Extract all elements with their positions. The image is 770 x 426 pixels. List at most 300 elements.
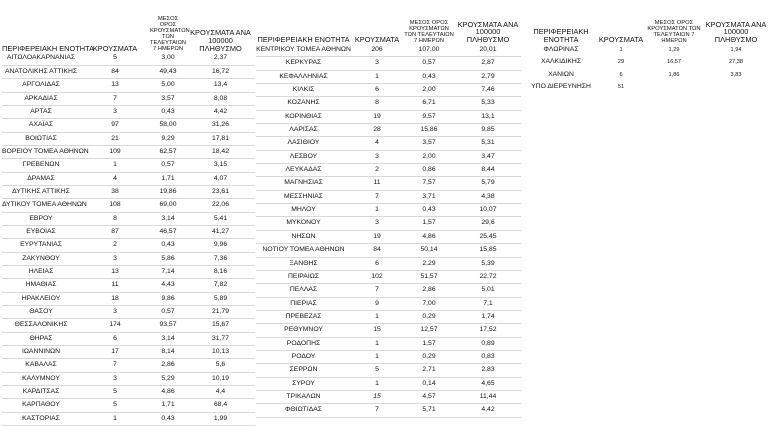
region-cell: ΣΥΡΟΥ (292, 379, 315, 387)
avg7-cell: 0,57 (161, 308, 175, 315)
avg7-cell: 7,14 (161, 267, 175, 275)
table-row (256, 257, 521, 270)
rate-cell: 15,67 (211, 321, 229, 329)
header-avg7: ΜΕΣΟΣ ΟΡΟΣ ΚΡΟΥΣΜΑΤΩΝ ΤΩΝ ΤΕΛΕΥΤΑΙΩΝ 7 ΗΜΕΡΩΝ (150, 16, 190, 53)
cases-cell: 1 (375, 352, 379, 360)
rate-cell: 9,96 (213, 241, 228, 249)
avg7-cell: 0,43 (161, 241, 175, 249)
region-cell: ΛΑΡΙΣΑΣ (289, 126, 318, 134)
table-row (256, 150, 521, 163)
table-row (2, 332, 255, 345)
cases-cell: 5 (375, 366, 379, 374)
regional-cases-table-2 (256, 16, 521, 418)
table-row (256, 377, 521, 390)
table-row (2, 159, 255, 172)
region-cell: ΛΕΣΒΟΥ (289, 152, 318, 160)
rate-cell: 10,13 (211, 348, 229, 356)
rate-cell: 2,83 (481, 366, 495, 374)
table-row (256, 390, 521, 403)
rate-cell: 4,42 (481, 406, 495, 414)
table-row (256, 97, 521, 110)
rate-cell: 8,16 (213, 267, 228, 275)
avg7-cell: 7,00 (422, 299, 436, 307)
rate-cell: 20,01 (479, 46, 497, 53)
table-row (2, 105, 255, 118)
table-row (2, 172, 255, 185)
rate-cell: 4,65 (481, 379, 495, 387)
region-cell: ΠΕΙΡΑΙΩΣ (287, 272, 320, 280)
table-row (2, 399, 255, 412)
rate-cell: 68,4 (213, 401, 228, 409)
avg7-cell: 1,86 (668, 71, 680, 78)
region-cell: ΠΡΕΒΕΖΑΣ (285, 312, 322, 320)
table-row (2, 252, 255, 265)
region-cell: ΡΟΔΟΥ (291, 352, 316, 360)
cases-cell: 4 (375, 139, 379, 147)
cases-cell: 1 (113, 414, 117, 422)
header-rate: ΚΡΟΥΣΜΑΤΑ ΑΝΑ 100000 ΠΛΗΘΥΣΜΟ (705, 19, 767, 45)
region-cell: ΝΟΤΙΟΥ ΤΟΜΕΑ ΑΘΗΝΩΝ (262, 246, 345, 254)
region-cell: ΗΜΑΘΙΑΣ (25, 281, 57, 289)
table-row (2, 372, 255, 385)
region-cell: ΒΟΡΕΙΟΥ ΤΟΜΕΑ ΑΘΗΝΩΝ (2, 147, 89, 155)
cases-cell: 6 (113, 334, 117, 342)
avg7-cell: 3,14 (161, 334, 175, 342)
avg7-cell: 15,86 (420, 126, 438, 134)
table-row (256, 284, 521, 297)
table-row (2, 79, 255, 92)
region-cell: ΔΡΑΜΑΣ (27, 174, 55, 182)
avg7-cell: 2,29 (422, 259, 436, 267)
rate-cell: 8,08 (213, 94, 228, 102)
table-row (256, 190, 521, 203)
region-cell: ΚΑΒΑΛΑΣ (25, 361, 57, 369)
cases-cell: 1 (375, 206, 379, 214)
rate-cell: 4,07 (213, 174, 228, 182)
avg7-cell: 5,71 (422, 406, 436, 414)
region-cell: ΤΡΙΚΑΛΩΝ (286, 392, 321, 400)
avg7-cell: 1,71 (161, 174, 175, 182)
avg7-cell: 2,86 (422, 286, 436, 294)
table-row (524, 81, 768, 93)
rate-cell: 1,74 (481, 312, 495, 320)
avg7-cell: 3,57 (161, 94, 175, 102)
table-row (256, 57, 521, 70)
region-cell: ΠΙΕΡΙΑΣ (290, 299, 317, 307)
region-cell: ΝΗΣΩΝ (291, 232, 316, 240)
region-cell: ΘΑΣΟΥ (29, 308, 53, 315)
rate-cell: 10,07 (479, 206, 497, 214)
avg7-cell: 0,57 (161, 161, 175, 169)
rate-cell: 1,99 (213, 414, 228, 422)
rate-cell: 7,1 (483, 299, 493, 307)
region-cell: ΛΑΣΙΘΙΟΥ (287, 139, 320, 147)
cases-cell: 7 (113, 94, 117, 102)
header-region: ΠΕΡΙΦΕΡΕΙΑΚΗ ΕΝΟΤΗΤΑ (533, 27, 589, 45)
cases-cell: 4 (113, 174, 117, 182)
rate-cell: 2,87 (481, 59, 495, 67)
table-row (2, 65, 255, 78)
table-row (256, 110, 521, 123)
table-row (256, 70, 521, 83)
avg7-cell: 8,14 (161, 348, 175, 356)
cases-cell: 1 (375, 379, 379, 387)
region-cell: ΕΥΡΥΤΑΝΙΑΣ (20, 241, 62, 249)
avg7-cell: 0,43 (161, 414, 175, 422)
header-rate: ΚΡΟΥΣΜΑΤΑ ΑΝΑ 100000 ΠΛΗΘΥΣΜΟ (457, 19, 519, 45)
cases-cell: 3 (113, 107, 117, 115)
avg7-cell: 3,14 (161, 214, 175, 222)
rate-cell: 13,1 (481, 112, 495, 120)
header-region: ΠΕΡΙΦΕΡΕΙΑΚΗ ΕΝΟΤΗΤΑ (257, 35, 350, 45)
header-rate: ΚΡΟΥΣΜΑΤΑ ΑΝΑ 100000 ΠΛΗΘΥΣΜΟ (190, 28, 251, 53)
avg7-cell: 9,86 (161, 294, 175, 302)
cases-cell: 13 (111, 267, 119, 275)
avg7-cell: 107,00 (418, 46, 440, 53)
table-row (2, 292, 255, 305)
avg7-cell: 4,86 (161, 388, 175, 396)
cases-cell: 3 (375, 219, 379, 227)
region-cell: ΧΑΛΚΙΔΙΚΗΣ (540, 58, 582, 66)
rate-cell: 3,47 (481, 152, 495, 160)
cases-cell: 1 (375, 312, 379, 320)
table-row (524, 69, 768, 81)
rate-cell (704, 81, 768, 93)
rate-cell: 23,61 (211, 187, 229, 195)
cases-cell: 1 (375, 339, 379, 347)
header-avg7: ΜΕΣΟΣ ΟΡΟΣ ΚΡΟΥΣΜΑΤΩΝ ΤΩΝ ΤΕΛΕΥΤΑΙΩΝ 7 ΗΜΕΡΩΝ (647, 19, 701, 44)
region-cell: ΚΑΡΔΙΤΣΑΣ (22, 388, 60, 396)
rate-cell: 0,89 (481, 339, 495, 347)
table-row (256, 270, 521, 283)
table-row (2, 225, 255, 238)
region-cell: ΜΕΣΣΗΝΙΑΣ (283, 192, 324, 200)
rate-cell: 4,4 (215, 388, 226, 396)
table-row (256, 137, 521, 150)
region-cell: ΑΧΑΪΑΣ (28, 121, 54, 129)
table-row (2, 119, 255, 132)
region-cell: ΗΡΑΚΛΕΙΟΥ (21, 294, 61, 302)
rate-cell: 11,44 (479, 392, 497, 400)
table-row (256, 310, 521, 323)
table-row (2, 346, 255, 359)
table-row (524, 44, 768, 56)
region-cell: ΖΑΚΥΝΘΟΥ (22, 254, 60, 262)
avg7-cell: 5,86 (161, 254, 175, 262)
table-row (256, 297, 521, 310)
region-cell: ΜΗΛΟΥ (291, 206, 316, 214)
table-row (2, 239, 255, 252)
avg7-cell: 4,86 (422, 232, 436, 240)
table-row (2, 279, 255, 292)
header-avg7: ΜΕΣΟΣ ΟΡΟΣ ΚΡΟΥΣΜΑΤΩΝ ΤΩΝ ΤΕΛΕΥΤΑΙΩΝ 7 ΗΜΕΡΩΝ (404, 19, 454, 44)
avg7-cell: 4,57 (422, 392, 436, 400)
avg7-cell: 50,14 (420, 246, 438, 254)
avg7-cell: 3,71 (422, 192, 436, 200)
region-cell: ΕΒΡΟΥ (29, 214, 53, 222)
region-cell: ΘΕΣΣΑΛΟΝΙΚΗΣ (14, 321, 68, 329)
region-cell: ΔΥΤΙΚΟΥ ΤΟΜΕΑ ΑΘΗΝΩΝ (2, 201, 87, 209)
table-row (2, 52, 255, 65)
avg7-cell: 0,57 (422, 59, 436, 67)
avg7-cell: 93,57 (159, 321, 177, 329)
region-cell: ΡΟΔΟΠΗΣ (286, 339, 321, 347)
cases-cell: 3 (375, 152, 379, 160)
cases-cell: 6 (375, 259, 379, 267)
rate-cell: 0,83 (481, 352, 495, 360)
rate-cell: 5,6 (215, 361, 226, 369)
avg7-cell: 7,57 (422, 179, 436, 187)
rate-cell: 9,85 (481, 126, 495, 134)
avg7-cell: 62,57 (159, 147, 177, 155)
cases-cell: 3 (375, 59, 379, 67)
region-cell: ΓΡΕΒΕΝΩΝ (22, 161, 60, 169)
table-row (524, 56, 768, 68)
cases-cell: 174 (109, 321, 121, 329)
rate-cell: 17,52 (479, 326, 497, 334)
region-cell: ΕΥΒΟΙΑΣ (26, 227, 56, 235)
regional-cases-table-3 (524, 16, 768, 93)
rate-cell: 10,19 (211, 374, 229, 382)
region-cell: ΚΑΡΠΑΘΟΥ (22, 401, 60, 409)
cases-cell: 7 (375, 192, 379, 200)
avg7-cell: 49,43 (159, 67, 177, 75)
table-row (256, 177, 521, 190)
header-cases: ΚΡΟΥΣΜΑΤΑ (92, 43, 138, 53)
cases-cell: 108 (109, 201, 121, 209)
avg7-cell: 1,71 (161, 401, 175, 409)
header-cases: ΚΡΟΥΣΜΑΤΑ (354, 35, 400, 45)
region-cell: ΚΕΝΤΡΙΚΟΥ ΤΟΜΕΑ ΑΘΗΝΩΝ (256, 46, 351, 53)
table-row (2, 92, 255, 105)
avg7-cell: 9,57 (422, 112, 436, 120)
cases-cell: 38 (111, 187, 119, 195)
cases-cell: 5 (113, 54, 117, 62)
table-row (2, 145, 255, 158)
cases-cell: 7 (113, 361, 117, 369)
rate-cell: 31,77 (211, 334, 229, 342)
avg7-cell: 4,43 (161, 281, 175, 289)
avg7-cell: 0,29 (422, 312, 436, 320)
region-cell: ΑΡΓΟΛΙΔΑΣ (22, 81, 60, 89)
region-cell: ΦΛΩΡΙΝΑΣ (543, 46, 579, 53)
rate-cell: 22,06 (211, 201, 229, 209)
cases-cell: 87 (111, 227, 119, 235)
table-row (2, 319, 255, 332)
region-cell: ΚΑΛΥΜΝΟΥ (22, 374, 60, 382)
rate-cell: 7,36 (213, 254, 228, 262)
region-cell: ΠΕΛΛΑΣ (289, 286, 318, 294)
region-cell: ΥΠΟ ΔΙΕΡΕΥΝΗΣΗ (531, 83, 591, 91)
cases-cell: 206 (371, 46, 383, 53)
rate-cell: 5,01 (481, 286, 495, 294)
cases-cell: 5 (113, 401, 117, 409)
cases-cell: 8 (113, 214, 117, 222)
cases-cell: 102 (371, 272, 383, 280)
rate-cell: 2,37 (213, 54, 228, 62)
region-cell: ΧΑΝΙΩΝ (548, 70, 574, 78)
region-cell: ΑΡΤΑΣ (30, 107, 52, 115)
rate-cell: 21,79 (211, 308, 229, 315)
cases-cell: 97 (111, 121, 119, 129)
avg7-cell: 51,57 (420, 272, 438, 280)
avg7-cell: 1,57 (422, 219, 436, 227)
avg7-cell: 6,71 (422, 99, 436, 107)
table-row (256, 164, 521, 177)
cases-cell: 18 (111, 294, 119, 302)
region-cell: ΦΘΙΩΤΙΔΑΣ (285, 406, 322, 414)
region-cell: ΜΑΓΝΗΣΙΑΣ (284, 179, 323, 187)
region-cell: ΚΑΣΤΟΡΙΑΣ (22, 414, 60, 422)
avg7-cell: 0,29 (422, 352, 436, 360)
table-row (256, 337, 521, 350)
rate-cell: 5,41 (213, 214, 228, 222)
table-row (256, 350, 521, 363)
rate-cell: 7,46 (481, 86, 495, 94)
avg7-cell: 0,86 (422, 166, 436, 174)
region-cell: ΙΩΑΝΝΙΝΩΝ (21, 348, 61, 356)
table-row (256, 324, 521, 337)
avg7-cell: 12,57 (420, 326, 438, 334)
region-cell: ΚΕΦΑΛΛΗΝΙΑΣ (279, 72, 328, 80)
cases-cell: 3 (113, 374, 117, 382)
cases-cell: 1 (375, 72, 379, 80)
rate-cell: 4,42 (213, 107, 228, 115)
cases-cell: 15 (373, 392, 381, 400)
table-row (256, 364, 521, 377)
cases-cell: 109 (109, 147, 121, 155)
table-row (2, 132, 255, 145)
region-cell: ΞΑΝΘΗΣ (289, 259, 318, 267)
rate-cell: 17,81 (211, 134, 229, 142)
rate-cell: 3,15 (213, 161, 228, 169)
avg7-cell: 3,00 (161, 54, 175, 62)
cases-cell: 17 (111, 348, 119, 356)
avg7-cell: 1,57 (422, 339, 436, 347)
cases-cell: 6 (619, 71, 623, 78)
region-cell: ΗΛΕΙΑΣ (28, 267, 54, 275)
region-cell: ΚΟΖΑΝΗΣ (287, 99, 320, 107)
avg7-cell: 5,29 (161, 374, 175, 382)
cases-cell: 29 (617, 59, 625, 66)
table-row (256, 44, 521, 57)
avg7-cell (644, 81, 704, 93)
table-row (2, 386, 255, 399)
cases-cell: 15 (373, 326, 381, 334)
table-row (2, 306, 255, 319)
rate-cell: 31,26 (211, 121, 229, 129)
table-row (256, 404, 521, 417)
rate-cell: 18,42 (211, 147, 229, 155)
avg7-cell: 69,00 (159, 201, 177, 209)
cases-cell: 9 (375, 299, 379, 307)
region-cell: ΚΕΡΚΥΡΑΣ (285, 59, 322, 67)
rate-cell: 8,44 (481, 166, 495, 174)
region-cell: ΚΟΡΙΝΘΙΑΣ (285, 112, 322, 120)
cases-cell: 51 (617, 84, 625, 91)
rate-cell: 22,72 (479, 272, 497, 280)
rate-cell: 5,31 (481, 139, 495, 147)
rate-cell: 5,33 (481, 99, 495, 107)
rate-cell: 13,4 (213, 81, 228, 89)
region-cell: ΑΙΤΩΛΟΑΚΑΡΝΑΝΙΑΣ (6, 54, 76, 62)
rate-cell: 16,72 (211, 67, 229, 75)
avg7-cell: 2,71 (422, 366, 436, 374)
avg7-cell: 0,43 (422, 72, 436, 80)
cases-cell: 2 (113, 241, 117, 249)
cases-cell: 84 (111, 67, 119, 75)
avg7-cell: 2,00 (422, 86, 436, 94)
rate-cell: 3,83 (730, 71, 742, 78)
region-cell: ΑΡΚΑΔΙΑΣ (24, 94, 58, 102)
rate-cell: 27,38 (729, 59, 743, 66)
cases-cell: 3 (113, 308, 117, 315)
avg7-cell: 2,00 (422, 152, 436, 160)
avg7-cell: 58,00 (159, 121, 177, 129)
avg7-cell: 0,43 (161, 107, 175, 115)
table-row (256, 84, 521, 97)
table-row (2, 199, 255, 212)
rate-cell: 41,27 (211, 227, 229, 235)
region-cell: ΜΥΚΟΝΟΥ (286, 219, 321, 227)
cases-cell: 84 (373, 246, 381, 254)
region-cell: ΛΕΥΚΑΔΑΣ (285, 166, 322, 174)
avg7-cell: 9,29 (161, 134, 175, 142)
region-cell: ΒΟΙΩΤΙΑΣ (25, 134, 57, 142)
region-cell: ΘΗΡΑΣ (29, 334, 53, 342)
cases-cell: 1 (113, 161, 117, 169)
cases-cell: 19 (373, 112, 381, 120)
region-cell: ΡΕΘΥΜΝΟΥ (284, 326, 323, 334)
cases-cell: 3 (113, 254, 117, 262)
rate-cell: 1,94 (730, 47, 742, 53)
avg7-cell: 1,29 (668, 47, 680, 53)
table-row (2, 359, 255, 372)
cases-cell: 11 (111, 281, 119, 289)
region-cell: ΣΕΡΡΩΝ (289, 366, 318, 374)
header-cases: ΚΡΟΥΣΜΑΤΑ (598, 35, 644, 45)
table-row (2, 265, 255, 278)
rate-cell: 4,38 (481, 192, 495, 200)
table-row (2, 185, 255, 198)
avg7-cell: 3,57 (422, 139, 436, 147)
table-row (256, 217, 521, 230)
cases-cell: 28 (373, 126, 381, 134)
avg7-cell: 5,00 (161, 81, 175, 89)
cases-cell: 5 (113, 388, 117, 396)
rate-cell: 15,85 (479, 246, 497, 254)
avg7-cell: 16,57 (667, 59, 681, 66)
avg7-cell: 0,14 (422, 379, 436, 387)
avg7-cell: 0,43 (422, 206, 436, 214)
cases-cell: 11 (373, 179, 381, 187)
cases-cell: 7 (375, 286, 379, 294)
avg7-cell: 46,57 (159, 227, 177, 235)
table-row (256, 124, 521, 137)
avg7-cell: 19,86 (159, 187, 177, 195)
cases-cell: 2 (375, 166, 379, 174)
cases-cell: 13 (111, 81, 119, 89)
rate-cell: 5,79 (481, 179, 495, 187)
cases-cell: 1 (619, 47, 623, 53)
rate-cell: 5,89 (213, 294, 228, 302)
region-cell: ΚΙΛΚΙΣ (292, 86, 315, 94)
rate-cell: 7,82 (213, 281, 228, 289)
avg7-cell: 2,86 (161, 361, 175, 369)
rate-cell: 5,39 (481, 259, 495, 267)
cases-cell: 6 (375, 86, 379, 94)
rate-cell: 29,6 (481, 219, 495, 227)
